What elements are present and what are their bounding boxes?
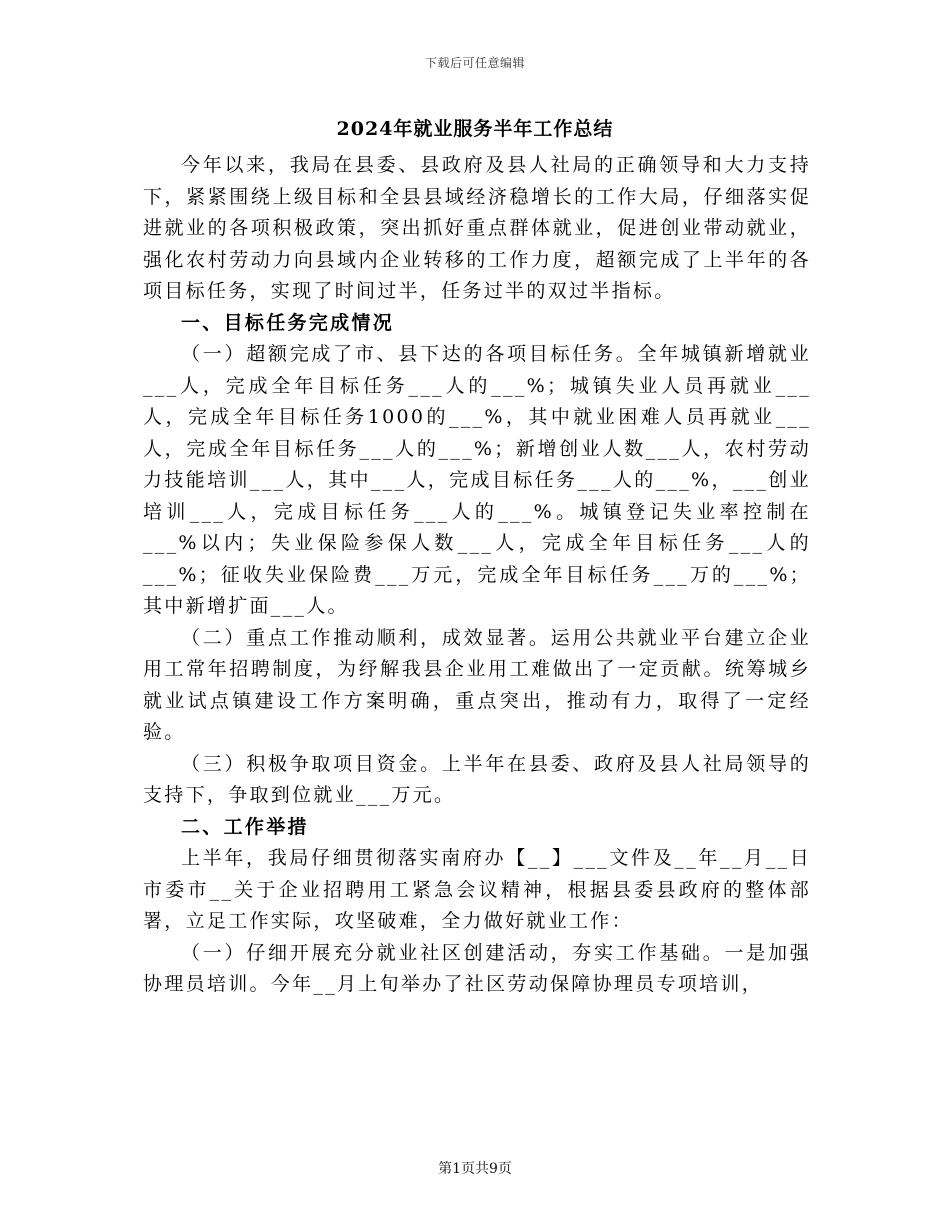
document-body bbox=[143, 150, 811, 1001]
paragraph-targets: （一）超额完成了市、县下达的各项目标任务。全年城镇新增就业___人，完成全年目标任务___人的___%；城镇失业人员再就业___人，完成全年目标任务1000的___%，其中就业困难人员再就业___人，完成全年目标任务___人的___%；新增创业人数___人，农村劳动力技能培训___人，其中___人，完成目标任务___人的___%，___创业培训___人，完成目标任务___人的___%。城镇登记失业率控制在___%以内；失业保险参保人数___人，完成全年目标任务___人的___%；征收失业保险费___万元，完成全年目标任务___万的___%；其中新增扩面___人。 bbox=[143, 343, 811, 617]
paragraph-key-work: （二）重点工作推动顺利，成效显著。运用公共就业平台建立企业用工常年招聘制度，为纾解我县企业用工难做出了一定贡献。统筹城乡就业试点镇建设工作方案明确，重点突出，推动有力，取得了一定经验。 bbox=[143, 626, 811, 743]
section-heading-2: 二、工作举措 bbox=[181, 815, 309, 838]
paragraph-community: （一）仔细开展充分就业社区创建活动，夯实工作基础。一是加强协理员培训。今年__月上旬举办了社区劳动保障协理员专项培训， bbox=[143, 941, 811, 995]
paragraph-measures: 上半年，我局仔细贯彻落实南府办【__】___文件及__年__月__日市委市__关于企业招聘用工紧急会议精神，根据县委县政府的整体部署，立足工作实际，攻坚破难，全力做好就业工作： bbox=[143, 847, 811, 932]
section-heading-1: 一、目标任务完成情况 bbox=[181, 311, 395, 334]
paragraph-intro: 今年以来，我局在县委、县政府及县人社局的正确领导和大力支持下，紧紧围绕上级目标和全县县域经济稳增长的工作大局，仔细落实促进就业的各项积极政策，突出抓好重点群体就业，促进创业带动就业，强化农村劳动力向县域内企业转移的工作力度，超额完成了上半年的各项目标任务，实现了时间过半，任务过半的双过半指标。 bbox=[143, 154, 811, 302]
paragraph-funding: （三）积极争取项目资金。上半年在县委、政府及县人社局领导的支持下，争取到位就业___万元。 bbox=[143, 752, 811, 806]
header-note: 下载后可任意编辑 bbox=[424, 56, 525, 70]
document-title: 2024年就业服务半年工作总结 bbox=[336, 118, 614, 140]
page-number: 第1页共9页 bbox=[438, 1161, 512, 1177]
